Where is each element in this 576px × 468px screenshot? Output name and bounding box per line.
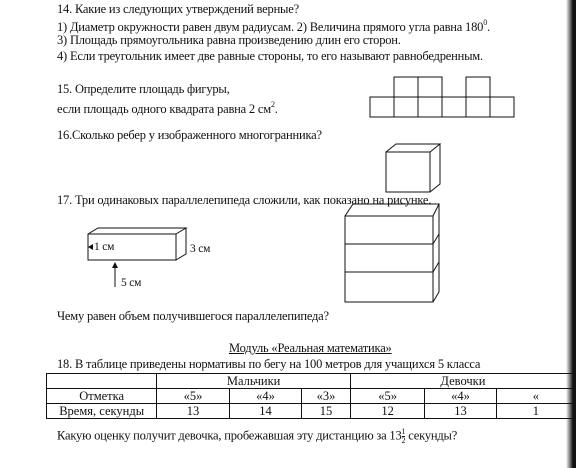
dim-label-3cm: 3 см xyxy=(190,243,211,255)
square-top-1 xyxy=(394,77,418,97)
square-bottom-2 xyxy=(394,97,418,117)
square-bottom-3 xyxy=(418,97,442,117)
q18-question xyxy=(57,428,457,445)
q14-statement-3: 3) Площадь прямоугольника равна произведению длин его сторон. xyxy=(57,33,401,47)
q17-question: Чему равен объем получившегося параллелепипеда? xyxy=(57,309,329,323)
arrow-head-left xyxy=(88,244,93,250)
q18-question-text: Какую оценку получит девочка, пробежавшая эту дистанцию за 13 xyxy=(57,428,402,443)
time-cell: 14 xyxy=(229,404,301,419)
table-row xyxy=(47,404,576,419)
q17-text: 17. Три одинаковых параллелепипеда сложили, как показано на рисунке. xyxy=(57,193,432,207)
module-title: Модуль «Реальная математика» xyxy=(229,341,392,355)
stack-side xyxy=(433,204,439,302)
grade-cell: «5» xyxy=(157,389,229,404)
stack-top xyxy=(345,204,439,216)
grade-cell: «4» xyxy=(229,389,301,404)
time-row-label: Время, секунды xyxy=(47,404,157,419)
q18-question-end: секунды? xyxy=(405,428,458,443)
stack-side-divider-2 xyxy=(433,262,439,272)
square-bottom-6 xyxy=(490,97,514,117)
q16-text: 16.Сколько ребер у изображенного многогранника? xyxy=(57,128,322,142)
time-cell: 1 xyxy=(496,404,575,419)
stack-front xyxy=(345,216,433,302)
time-cell: 13 xyxy=(425,404,496,419)
cube-front xyxy=(386,152,430,192)
dim-label-1cm: 1 см xyxy=(94,241,115,253)
q14-statement-1-2-end: . xyxy=(487,20,490,34)
q14-statement-4: 4) Если треугольник имеет две равные стороны, то его называют равнобедренным. xyxy=(57,49,483,63)
q18-text: 18. В таблице приведены нормативы по бегу на 100 метров для учащихся 5 класса xyxy=(57,357,481,371)
table-row xyxy=(47,374,576,389)
dim-label-5cm: 5 см xyxy=(121,277,142,289)
q15-square-figure xyxy=(366,75,536,120)
boys-header: Мальчики xyxy=(157,374,351,389)
q15-line-1: 15. Определите площадь фигуры, xyxy=(57,82,230,96)
square-top-3 xyxy=(466,77,490,97)
square-bottom-4 xyxy=(442,97,466,117)
time-cell: 12 xyxy=(350,404,424,419)
cube-top xyxy=(386,144,440,152)
q14-title: 14. Какие из следующих утверждений верные? xyxy=(57,2,299,16)
grade-cell: «3» xyxy=(302,389,351,404)
page-edge-shadow xyxy=(566,0,576,468)
grade-cell: «4» xyxy=(425,389,496,404)
grade-cell: « xyxy=(496,389,575,404)
girls-header: Девочки xyxy=(350,374,575,389)
square-bottom-5 xyxy=(466,97,490,117)
q14-statement-1-2 xyxy=(57,16,490,34)
time-cell: 15 xyxy=(302,404,351,419)
q15-line-2-text: если площадь одного квадрата равна 2 см xyxy=(57,102,271,116)
stacked-parallelepipeds-figure xyxy=(343,200,441,304)
grade-row-label: Отметка xyxy=(47,389,157,404)
table-row xyxy=(47,389,576,404)
box-top xyxy=(88,228,186,234)
polyhedron-figure xyxy=(382,140,442,195)
q14-statement-1-2-text: 1) Диаметр окружности равен двум радиусам. 2) Величина прямого угла равна 180 xyxy=(57,20,484,34)
square-bottom-1 xyxy=(370,97,394,117)
fraction-numerator: 1 xyxy=(401,427,406,436)
square-top-2 xyxy=(418,77,442,97)
stack-side-divider-1 xyxy=(433,234,439,244)
fraction-denominator: 2 xyxy=(401,436,406,445)
q15-line-2 xyxy=(57,98,278,116)
q15-line-2-end: . xyxy=(274,102,278,116)
time-cell: 13 xyxy=(157,404,229,419)
degree-sup: 0 xyxy=(483,18,488,27)
norms-table xyxy=(46,373,576,419)
table-corner-cell xyxy=(47,374,157,389)
grade-cell: «5» xyxy=(350,389,424,404)
square-sup: 2 xyxy=(270,100,275,109)
